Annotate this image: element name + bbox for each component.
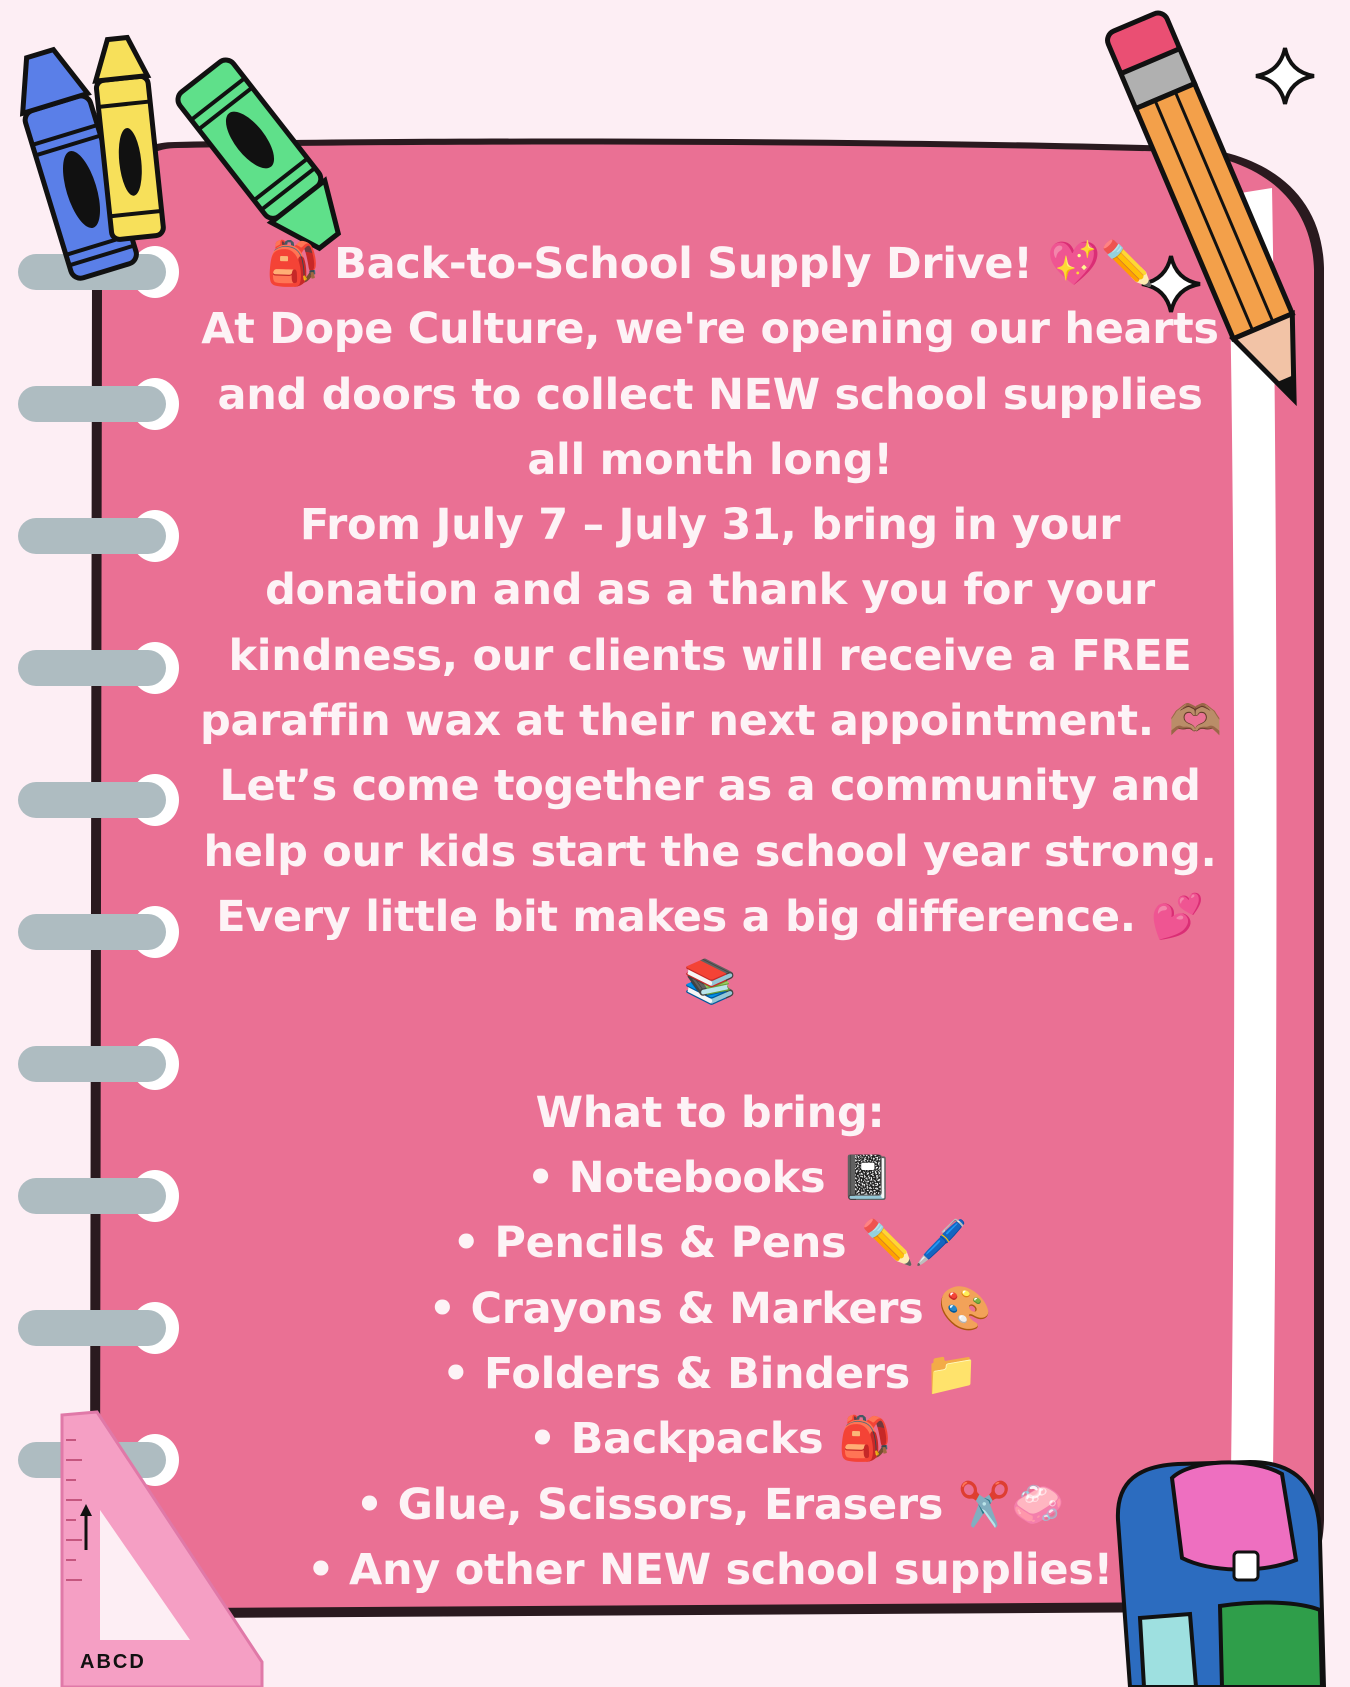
spacer [200, 1016, 1220, 1081]
flyer-line: 🎒 Back-to-School Supply Drive! 💖✏️ [266, 239, 1154, 289]
card-highlight [1228, 188, 1277, 1545]
flyer-text [200, 232, 1220, 1603]
flyer-line: At Dope Culture, we're opening our hearts [201, 304, 1219, 355]
list-item: • Crayons & Markers 🎨 [428, 1283, 992, 1334]
flyer-line: 📚 [683, 957, 737, 1008]
sparkle-icon [1256, 48, 1314, 104]
list-item: • Notebooks 📓 [526, 1153, 894, 1204]
list-item: • Glue, Scissors, Erasers ✂️🧼 [355, 1479, 1065, 1530]
list-heading: What to bring: [535, 1087, 885, 1138]
ruler-label: ABCD [80, 1651, 146, 1673]
flyer-line: help our kids start the school year strong. [203, 826, 1217, 877]
flyer-line: paraffin wax at their next appointment. 🫶🏽 [200, 696, 1222, 747]
flyer-line: all month long! [527, 434, 893, 485]
flyer-line: From July 7 – July 31, bring in your [299, 500, 1121, 551]
flyer-line: and doors to collect NEW school supplies [217, 369, 1203, 420]
list-item: • Folders & Binders 📁 [442, 1349, 978, 1400]
flyer-line: kindness, our clients will receive a FREE [228, 630, 1192, 681]
list-item: • Any other NEW school supplies! [307, 1544, 1113, 1595]
flyer-line: Let’s come together as a community and [219, 761, 1201, 812]
flyer-line: donation and as a thank you for your [265, 565, 1155, 616]
list-item: • Backpacks 🎒 [528, 1414, 892, 1465]
list-item: • Pencils & Pens ✏️🖊️ [452, 1218, 968, 1269]
flyer-line: Every little bit makes a big difference. 💕 [216, 891, 1204, 942]
